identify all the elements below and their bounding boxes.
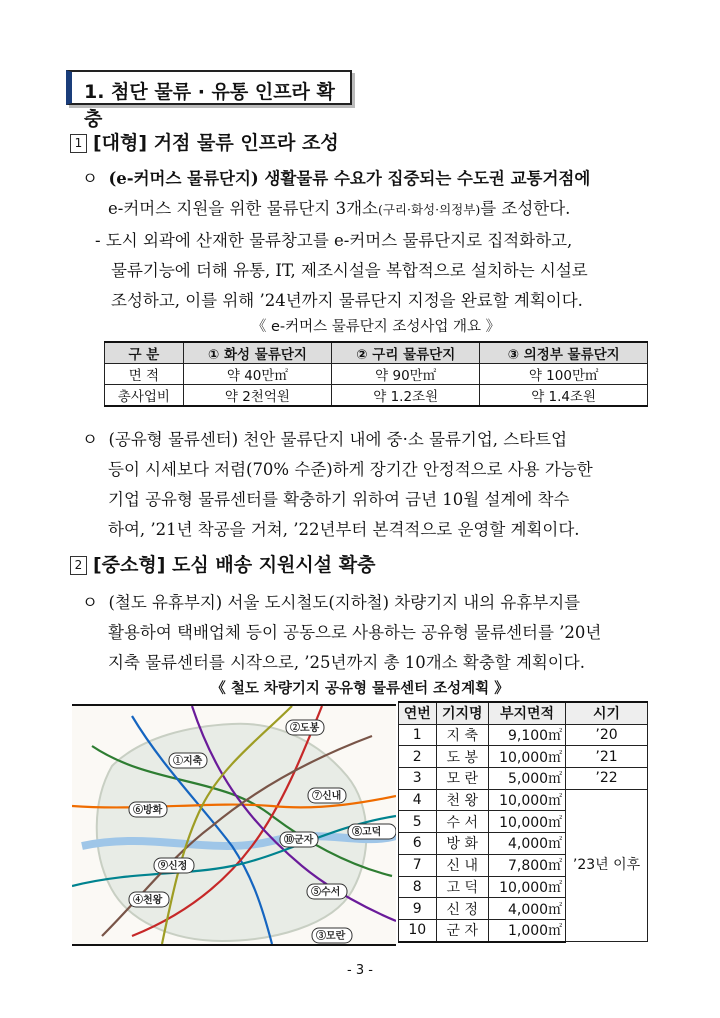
bullet: ㅇ	[82, 430, 98, 449]
table-cell: 6	[399, 833, 437, 855]
text-line: 를 조성한다.	[480, 199, 571, 218]
table-row	[399, 768, 648, 790]
table-cell: 4,000㎡	[488, 833, 565, 855]
table-cell: 군 자	[436, 919, 488, 941]
table-cell: 방 화	[436, 833, 488, 855]
text-line: 지축 물류센터를 시작으로, ’25년까지 총 10개소 확충할 계획이다.	[108, 653, 585, 672]
text-line: 조성하고, 이를 위해 ’24년까지 물류단지 지정을 완료할 계획이다.	[111, 291, 583, 310]
section-title: 1. 첨단 물류 · 유통 인프라 확충	[84, 81, 335, 130]
table-row	[399, 789, 648, 811]
table-header: ② 구리 물류단지	[332, 342, 480, 364]
text-line: 하여, ’21년 착공을 거쳐, ’22년부터 본격적으로 운영할 계획이다.	[108, 520, 580, 539]
table-header: 시기	[566, 702, 648, 724]
table-row	[399, 724, 648, 746]
table-cell: 천 왕	[436, 789, 488, 811]
subheading-title: [대형] 거점 물류 인프라 조성	[93, 132, 339, 154]
table-cell: 1	[399, 724, 437, 746]
subheading-2	[70, 550, 375, 577]
table-cell: 약 2천억원	[183, 385, 331, 407]
table-cell: 지 축	[436, 724, 488, 746]
table-cell: 5	[399, 811, 437, 833]
table-cell-period-merged: ’23년 이후	[566, 789, 648, 941]
table-cell: 8	[399, 876, 437, 898]
table-cell: ’22	[566, 768, 648, 790]
text-line: (공유형 물류센터) 천안 물류단지 내에 중·소 물류기업, 스타트업	[108, 430, 568, 449]
subheading-title: [중소형] 도심 배송 지원시설 확충	[93, 554, 376, 576]
subheading-number-box: 1	[70, 134, 87, 153]
table-cell: 9,100㎡	[488, 724, 565, 746]
table-cell: 10,000㎡	[488, 789, 565, 811]
map-label: ⑨신정	[158, 861, 188, 872]
map-label: ①지축	[173, 756, 203, 767]
subway-map-graphic	[72, 706, 396, 944]
text-line: 활용하여 택배업체 등이 공동으로 사용하는 공유형 물류센터를 ’20년	[108, 623, 602, 642]
table-cell: 도 봉	[436, 746, 488, 768]
table-cell: 10,000㎡	[488, 811, 565, 833]
bullet: ㅇ	[82, 593, 98, 612]
table-row	[399, 746, 648, 768]
paragraph-railway	[82, 588, 601, 678]
subway-map	[72, 704, 396, 946]
table-cell: ’21	[566, 746, 648, 768]
table-cell: 약 1.4조원	[480, 385, 648, 407]
map-label: ④천왕	[133, 895, 163, 906]
table-cell: 3	[399, 768, 437, 790]
table-ecommerce-overview	[104, 341, 648, 407]
text-line: (e-커머스 물류단지) 생활물류 수요가 집중되는 수도권 교통거점에	[108, 169, 591, 188]
map-label: ⑤수서	[311, 887, 341, 898]
table-cell: 약 1.2조원	[332, 385, 480, 407]
table-cell: 7,800㎡	[488, 854, 565, 876]
table-cell: 4,000㎡	[488, 898, 565, 920]
table2-caption: 《 철도 차량기지 공유형 물류센터 조성계획 》	[211, 681, 509, 697]
table-header: 부지면적	[488, 702, 565, 724]
table-cell: 7	[399, 854, 437, 876]
text-line: e-커머스 지원을 위한 물류단지 3개소	[108, 199, 378, 218]
map-label: ⑩군자	[284, 835, 314, 846]
table-cell: 4	[399, 789, 437, 811]
text-line-small: (구리·화성·의정부)	[377, 202, 481, 217]
table-cell: 10,000㎡	[488, 746, 565, 768]
subheading-number-box: 2	[70, 556, 87, 575]
bullet: ㅇ	[82, 169, 98, 188]
table-railway-plan	[398, 701, 648, 943]
text-line: (철도 유휴부지) 서울 도시철도(지하철) 차량기지 내의 유휴부지를	[108, 593, 581, 612]
map-label: ②도봉	[290, 723, 320, 734]
table-cell: 5,000㎡	[488, 768, 565, 790]
table-cell: 총사업비	[105, 385, 184, 407]
table-cell: 모 란	[436, 768, 488, 790]
table-cell: 신 내	[436, 854, 488, 876]
table-cell: 약 100만㎡	[480, 364, 648, 385]
table-header: ③ 의정부 물류단지	[480, 342, 648, 364]
table-cell: 약 40만㎡	[183, 364, 331, 385]
table-cell: 약 90만㎡	[332, 364, 480, 385]
table-header: ① 화성 물류단지	[183, 342, 331, 364]
text-line: 등이 시세보다 저렴(70% 수준)하게 장기간 안정적으로 사용 가능한	[108, 460, 593, 479]
page-number: - 3 -	[347, 963, 373, 978]
map-label: ⑧고덕	[352, 827, 382, 838]
paragraph-ecommerce	[82, 164, 590, 225]
table-cell: 면 적	[105, 364, 184, 385]
table-cell: 1,000㎡	[488, 919, 565, 941]
table-header: 구 분	[105, 342, 184, 364]
text-line: 기업 공유형 물류센터를 확충하기 위하여 금년 10월 설계에 착수	[108, 490, 570, 509]
map-label: ③모란	[316, 931, 346, 942]
text-line: - 도시 외곽에 산재한 물류창고를 e-커머스 물류단지로 집적화하고,	[95, 231, 573, 250]
subheading-1	[70, 128, 339, 155]
table-cell: 10	[399, 919, 437, 941]
section-title-box	[66, 70, 352, 130]
table-cell: 고 덕	[436, 876, 488, 898]
table-header: 연번	[399, 702, 437, 724]
table-cell: 2	[399, 746, 437, 768]
table-header: 기지명	[436, 702, 488, 724]
table-cell: 수 서	[436, 811, 488, 833]
text-line: 물류기능에 더해 유통, IT, 제조시설을 복합적으로 설치하는 시설로	[111, 261, 588, 280]
map-label: ⑥방화	[133, 805, 163, 816]
map-label: ⑦신내	[312, 791, 342, 802]
paragraph-sub-bullet	[95, 226, 588, 316]
table-cell: 신 정	[436, 898, 488, 920]
paragraph-shared-center	[82, 425, 593, 545]
table1-caption: 《 e-커머스 물류단지 조성사업 개요 》	[251, 319, 501, 335]
table-cell: 9	[399, 898, 437, 920]
table-cell: 10,000㎡	[488, 876, 565, 898]
table-cell: ’20	[566, 724, 648, 746]
